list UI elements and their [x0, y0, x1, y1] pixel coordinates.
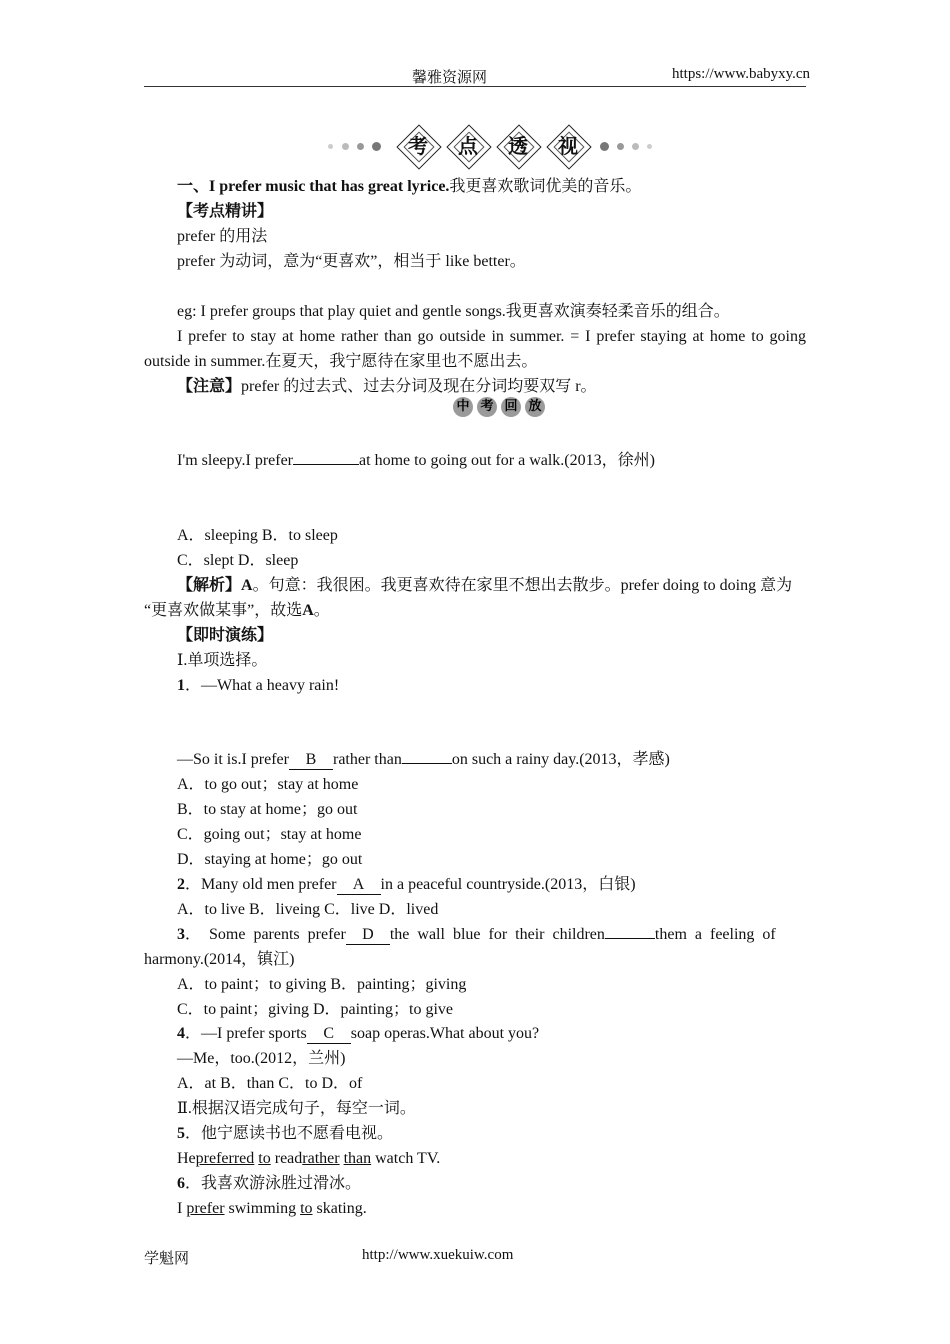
- part-1-heading: Ⅰ.单项选择。: [177, 652, 268, 669]
- example-2-line2: outside in summer.在夏天，我宁愿待在家里也不愿出去。: [144, 353, 538, 370]
- q5-answer-line: Hepreferred to readrather than watch TV.: [177, 1150, 441, 1167]
- q1-option-d: D．staying at home；go out: [177, 851, 363, 868]
- banner-dot: [600, 142, 609, 151]
- banner-dot: [357, 143, 364, 150]
- analysis-line2: “更喜欢做某事”，故选A。: [144, 602, 330, 619]
- q4: 4．—I prefer sports C soap operas.What about you?: [177, 1025, 540, 1042]
- banner-char-2: 点: [446, 124, 490, 168]
- q3-line2: harmony.(2014，镇江): [144, 951, 295, 968]
- q4-response: —Me，too.(2012，兰州): [177, 1050, 346, 1067]
- banner-char-3: 透: [496, 124, 540, 168]
- answer-blank: [402, 763, 452, 764]
- banner-dot: [647, 144, 652, 149]
- note: 【注意】prefer 的过去式、过去分词及现在分词均要双写 r。: [177, 378, 597, 395]
- q2: 2．Many old men prefer A in a peaceful countryside.(2013，白银): [177, 876, 636, 893]
- q2-answer: A: [337, 876, 381, 895]
- answer-blank: [293, 464, 359, 465]
- banner-dot: [372, 142, 381, 151]
- banner-char-4: 视: [546, 124, 590, 168]
- q4-options: A．at B．than C．to D．of: [177, 1075, 363, 1092]
- q3: 3． Some parents prefer D the wall blue for their children them a feeling of: [177, 926, 776, 943]
- q3-options-2: C．to paint；giving D．painting；to give: [177, 1001, 453, 1018]
- footer-url[interactable]: http://www.xuekuiw.com: [362, 1247, 514, 1263]
- part-2-heading: Ⅱ.根据汉语完成句子，每空一词。: [177, 1100, 416, 1117]
- banner-char-1: 考: [396, 124, 440, 168]
- analysis-line1: 【解析】A。句意：我很困。我更喜欢待在家里不想出去散步。prefer doing to doing 意为: [177, 577, 793, 594]
- q3-options-1: A．to paint；to giving B．painting；giving: [177, 976, 467, 993]
- header-divider: [144, 86, 806, 87]
- q6-chinese: 6．我喜欢游泳胜过滑冰。: [177, 1175, 362, 1192]
- header-site-name: 馨雅资源网: [412, 70, 488, 86]
- banner-dot: [617, 143, 624, 150]
- section-banner: [320, 124, 670, 168]
- answer-blank: [605, 938, 655, 939]
- review-question: I'm sleepy.I prefer at home to going out for a walk.(2013，徐州): [177, 452, 655, 469]
- banner-dot: [342, 143, 349, 150]
- q4-answer: C: [307, 1025, 351, 1044]
- q5-chinese: 5．他宁愿读书也不愿看电视。: [177, 1125, 394, 1142]
- q1-option-b: B．to stay at home；go out: [177, 801, 358, 818]
- example-2-line1: I prefer to stay at home rather than go outside in summer. = I prefer staying at home to going: [177, 328, 806, 345]
- section-title: 一、I prefer music that has great lyrice.我更喜欢歌词优美的音乐。: [177, 178, 642, 195]
- footer-site-name: 学魁网: [144, 1251, 190, 1267]
- review-options-2: C．slept D．sleep: [177, 552, 299, 569]
- definition: prefer 为动词，意为“更喜欢”，相当于 like better。: [177, 253, 526, 270]
- q2-options: A．to live B．liveing C．live D．lived: [177, 901, 439, 918]
- review-badge-char: 中: [453, 397, 473, 417]
- q3-answer: D: [346, 926, 390, 945]
- q1-option-a: A．to go out；stay at home: [177, 776, 359, 793]
- point-label: 【考点精讲】: [177, 203, 274, 220]
- review-badge-char: 回: [501, 397, 521, 417]
- banner-dot: [328, 144, 333, 149]
- q1-response: —So it is.I prefer B rather than on such a rainy day.(2013，孝感): [177, 751, 670, 768]
- q1-answer: B: [289, 751, 333, 770]
- header-url[interactable]: https://www.babyxy.cn: [672, 66, 811, 82]
- example-1: eg: I prefer groups that play quiet and gentle songs.我更喜欢演奏轻柔音乐的组合。: [177, 303, 730, 320]
- review-badge-char: 放: [525, 397, 545, 417]
- q1-prompt: 1．—What a heavy rain!: [177, 677, 340, 694]
- usage-heading: prefer 的用法: [177, 228, 268, 245]
- practice-label: 【即时演练】: [177, 627, 274, 644]
- review-options-1: A．sleeping B．to sleep: [177, 527, 338, 544]
- q6-answer-line: I prefer swimming to skating.: [177, 1200, 367, 1217]
- review-badge-char: 考: [477, 397, 497, 417]
- q1-option-c: C．going out；stay at home: [177, 826, 362, 843]
- banner-dot: [632, 143, 639, 150]
